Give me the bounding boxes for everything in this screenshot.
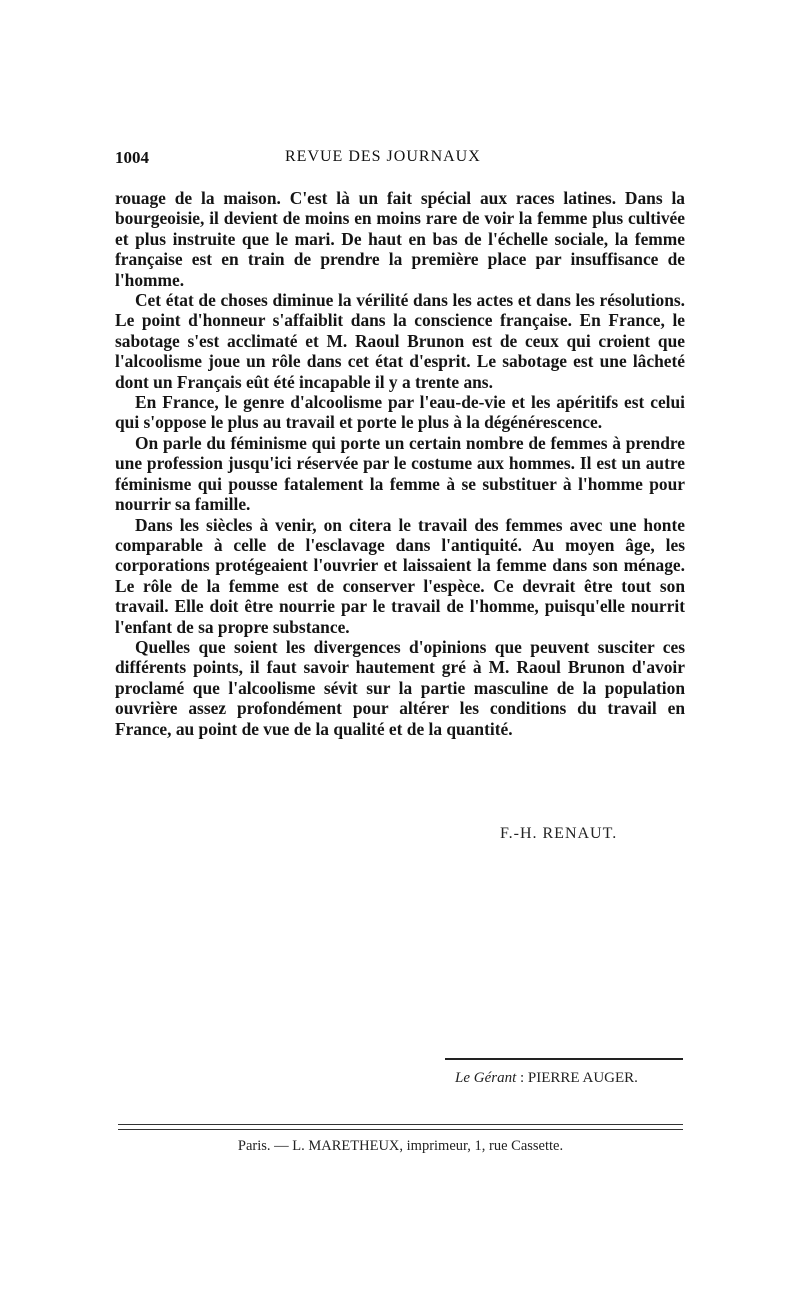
divider-rule [118, 1124, 683, 1125]
page-header [115, 148, 685, 172]
paragraph: Cet état de choses diminue la vérilité dans les actes et dans les résolutions. Le point d'honneur s'affaiblit dans la conscience française. En France, le sabotage s'est acclimaté et M. Raoul Brunon est de ceux qui croient que l'alcoolisme joue un rôle dans cet état d'esprit. Le sabotage est une lâcheté dont un Français eût été incapable il y a trente ans. [115, 290, 685, 392]
paragraph: On parle du féminisme qui porte un certain nombre de femmes à prendre une profession jusqu'ici réservée par le costume aux hommes. Il est un autre féminisme qui pousse fatalement la femme à se substituer à l'homme pour nourrir sa famille. [115, 432, 685, 515]
author-signature: F.-H. RENAUT. [500, 825, 618, 842]
gerant-label: Le Gérant [455, 1070, 517, 1086]
gerant-line [455, 1070, 638, 1087]
printer-imprint: Paris. — L. MARETHEUX, imprimeur, 1, rue Cassette. [237, 1138, 564, 1154]
paragraph: rouage de la maison. C'est là un fait spécial aux races latines. Dans la bourgeoisie, il devient de moins en moins rare de voir la femme plus cultivée et plus instruite que le mari. De haut en bas de l'échelle sociale, la femme française est en train de prendre la première place par insuffisance de l'homme. [115, 188, 685, 290]
running-title: REVUE DES JOURNAUX [285, 148, 481, 165]
paragraph: Dans les siècles à venir, on citera le travail des femmes avec une honte comparable à celle de l'esclavage dans l'antiquité. Au moyen âge, les corporations protégeaient l'ouvrier et laissaient la femme dans son ménage. Le rôle de la femme est de conserver l'espèce. Ce devrait être tout son travail. Elle doit être nourrie par le travail de l'homme, puisqu'elle nourrit l'enfant de sa propre substance. [115, 514, 685, 637]
article-body [115, 188, 685, 739]
paragraph: Quelles que soient les divergences d'opinions que peuvent susciter ces différents points, il faut savoir hautement gré à M. Raoul Brunon d'avoir proclamé que l'alcoolisme sévit sur la partie masculine de la population ouvrière assez profondément pour altérer les conditions du travail en France, au point de vue de la qualité et de la quantité. [115, 636, 685, 739]
divider-rule [445, 1058, 683, 1060]
page-number: 1004 [115, 148, 149, 167]
divider-rule [118, 1129, 683, 1130]
gerant-name: : PIERRE AUGER. [520, 1070, 638, 1086]
paragraph: En France, le genre d'alcoolisme par l'eau-de-vie et les apéritifs est celui qui s'oppose le plus au travail et porte le plus à la dégénérescence. [115, 392, 685, 433]
